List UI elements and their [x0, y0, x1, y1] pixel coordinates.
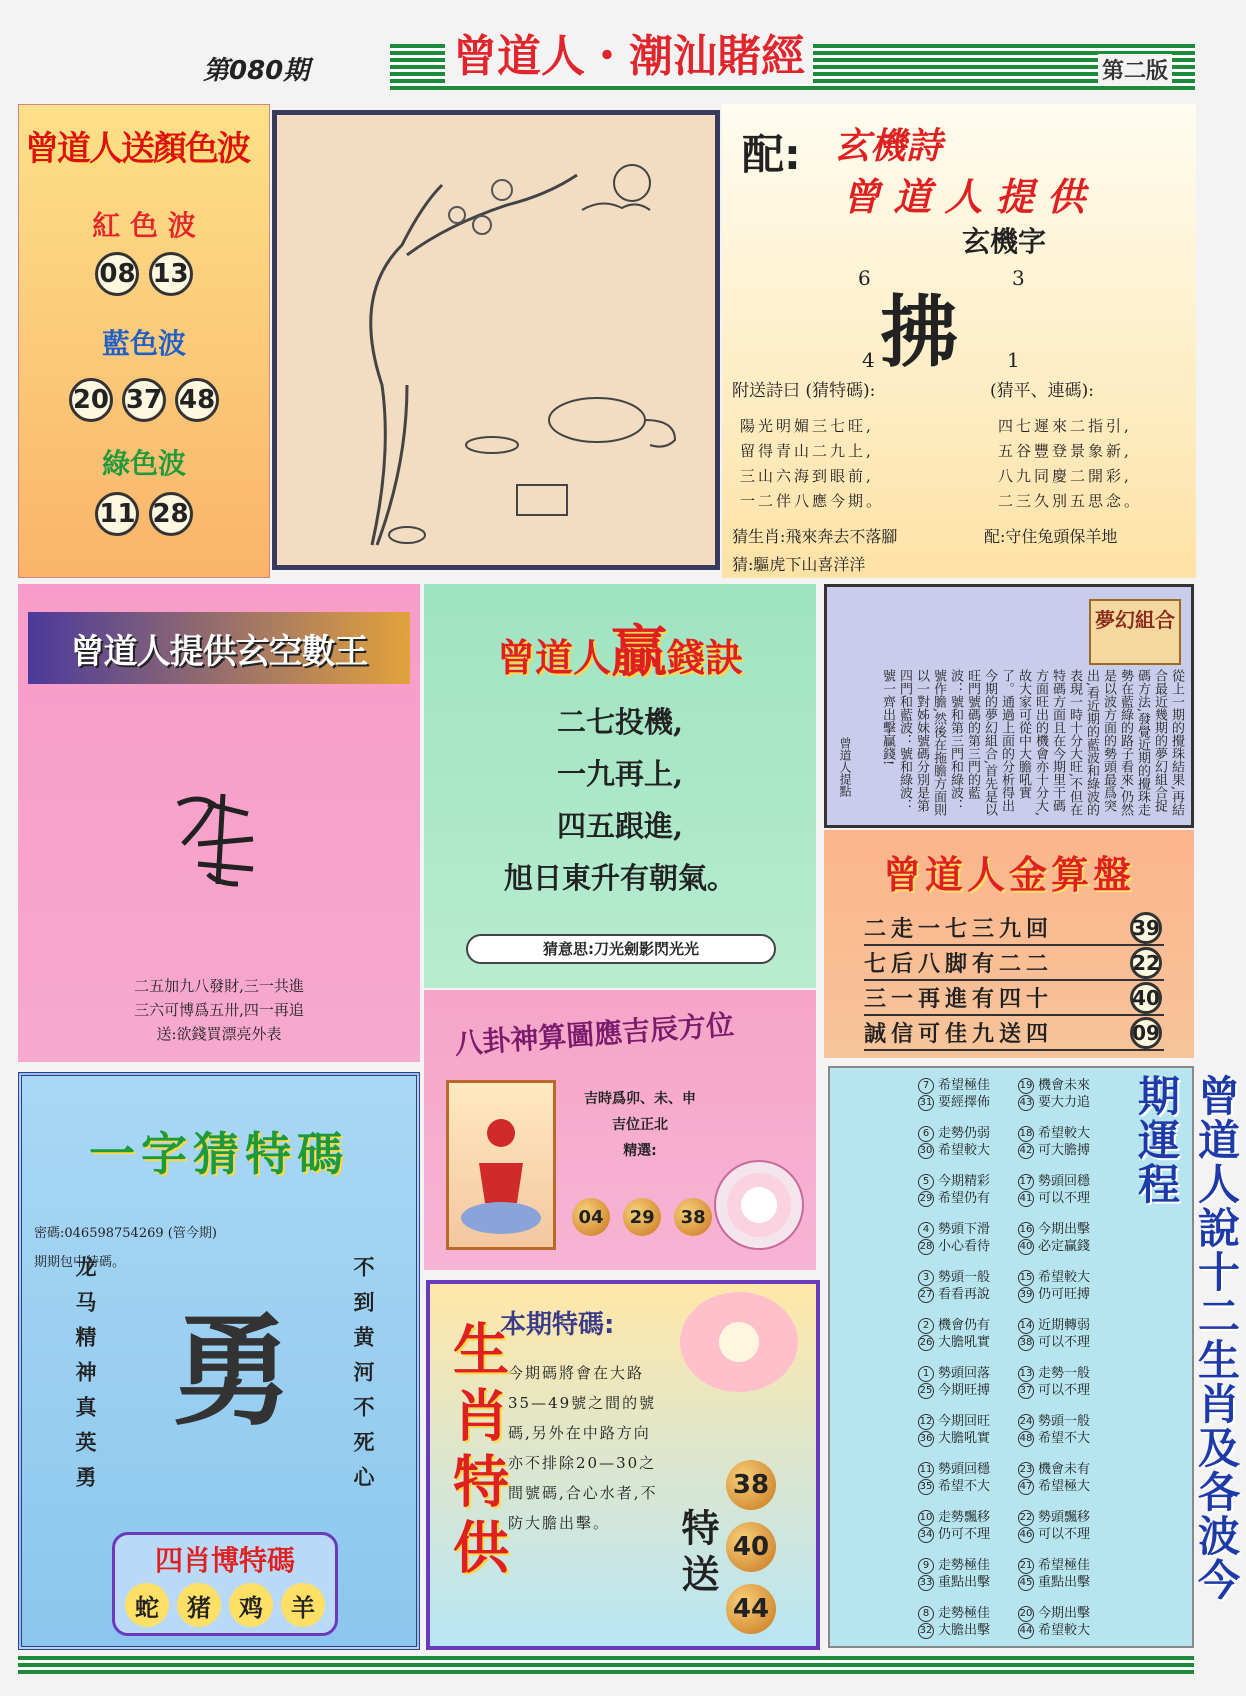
xuankong-lines	[18, 974, 420, 1046]
zodiac-fortune: 走勢仍弱	[938, 1126, 991, 1141]
green-number: 11	[95, 492, 139, 536]
zodiac-fortune: 小心看待	[938, 1239, 991, 1254]
special-panel	[426, 1280, 820, 1650]
zodiac-fortune: 希望極大	[1038, 1479, 1091, 1494]
zodiac-number: 20	[1018, 1606, 1034, 1622]
flower-icon	[680, 1292, 798, 1392]
zodiac-fortune: 重點出擊	[938, 1575, 991, 1590]
abacus-row-text: 誠信可佳九送四	[864, 1022, 1054, 1047]
zodiac-circle: 猪	[177, 1583, 221, 1627]
zodiac-number: 46	[1018, 1527, 1034, 1543]
zodiac-row	[918, 1406, 1018, 1454]
zodiac-number: 35	[918, 1479, 934, 1495]
special-numbers	[722, 1460, 780, 1634]
zodiac-number: 11	[918, 1462, 934, 1478]
dream-badge: 夢幻組合	[1089, 599, 1181, 665]
zodiac-number: 14	[1018, 1318, 1034, 1334]
special-send: 特送	[675, 1508, 719, 1600]
win-tips-title-c: 錢訣	[667, 636, 744, 680]
color-wave-panel	[18, 104, 270, 578]
corner-number: 6	[858, 266, 871, 290]
zodiac-row	[918, 1502, 1018, 1550]
zodiac-number: 15	[1018, 1270, 1034, 1286]
zodiac-number: 30	[918, 1143, 934, 1159]
corner-number: 3	[1012, 266, 1025, 290]
note-line: 期期包中特碼。	[34, 1255, 126, 1270]
guess-line: 猜:驅虎下山喜洋洋	[732, 555, 866, 574]
zodiac-fortune: 希望較大	[1038, 1270, 1091, 1285]
dream-panel	[824, 584, 1194, 828]
zodiac-number: 26	[918, 1335, 934, 1351]
zodiac-row	[1018, 1550, 1118, 1598]
one-char-character: 勇	[172, 1301, 292, 1442]
zodiac-row	[1018, 1598, 1118, 1646]
zodiac-circle: 羊	[281, 1583, 325, 1627]
abacus-row	[864, 911, 1164, 946]
zodiac-row	[1018, 1262, 1118, 1310]
zodiac-row	[918, 1166, 1018, 1214]
zodiac-fortune: 希望較大	[1038, 1126, 1091, 1141]
zodiac-row	[918, 1358, 1018, 1406]
green-number: 28	[149, 492, 193, 536]
zodiac-number: 37	[1018, 1383, 1034, 1399]
zodiac-row	[918, 1550, 1018, 1598]
zodiac-number: 7	[918, 1078, 934, 1094]
xuankong-line: 送:欲錢買漂亮外表	[156, 1025, 282, 1043]
zodiac-fortune: 走勢飄移	[938, 1510, 991, 1525]
zodiac-number: 19	[1018, 1078, 1034, 1094]
zodiac-number: 36	[918, 1431, 934, 1447]
color-wave-title: 曾道人送顏色波	[25, 129, 249, 169]
zodiac-number: 24	[1018, 1414, 1034, 1430]
zodiac-fortune: 希望不大	[1038, 1431, 1091, 1446]
one-char-panel	[18, 1072, 420, 1650]
poem-line: 二三久別五思念。	[998, 492, 1143, 510]
right-vertical-text: 不到黄河不死心	[351, 1256, 376, 1501]
pei-label: 配:	[742, 130, 801, 179]
zodiac-fortune: 仍可旺搏	[1038, 1287, 1091, 1302]
poem-line: 五谷豐登景象新,	[998, 442, 1132, 460]
red-wave-numbers	[19, 252, 269, 296]
zodiac-row	[1018, 1454, 1118, 1502]
four-zodiac-title: 四肖博特碼	[154, 1544, 295, 1577]
zodiac-cols	[918, 1070, 1118, 1646]
zodiac-left-column	[918, 1070, 1018, 1646]
red-number: 13	[149, 252, 193, 296]
zodiac-number: 42	[1018, 1143, 1034, 1159]
win-tip-line: 四五跟進,	[556, 809, 684, 843]
zodiac-fortune: 可以不理	[1038, 1527, 1091, 1542]
zodiac-row	[1018, 1310, 1118, 1358]
special-side-title: 生肖特供	[444, 1320, 509, 1584]
special-number: 38	[726, 1460, 776, 1510]
zodiac-fortune: 勢頭飄移	[1038, 1510, 1091, 1525]
zodiac-fortune: 可以不理	[1038, 1383, 1091, 1398]
xuankong-title: 曾道人提供玄空數王	[70, 631, 368, 672]
zodiac-number: 47	[1018, 1479, 1034, 1495]
abacus-panel	[824, 830, 1194, 1058]
zodiac-number: 48	[1018, 1431, 1034, 1447]
zodiac-fortune: 大膽出擊	[938, 1623, 991, 1638]
zodiac-fortune: 走勢一般	[1038, 1366, 1091, 1381]
bagua-number: 29	[623, 1198, 661, 1236]
poem-left-heading: 附送詩曰 (猜特碼):	[732, 381, 876, 401]
red-number: 08	[95, 252, 139, 296]
zodiac-fortune: 機會未有	[1038, 1462, 1091, 1477]
abacus-row	[864, 981, 1164, 1016]
poem-line: 八九同慶二開彩,	[998, 467, 1132, 485]
dream-text: 從上一期的攪珠結果,再結合最近幾期的夢幻組合捉碼方法,發覺近期的攪珠走勢在藍綠的路子看來,仍然是以波方面的勢頭最爲突出,看近期的藍波和綠波的表現一時十分大旺,不但在特碼方面且在今期里干碼方面旺出的機會亦十分大,故大家可從中大膽吼實了。通過上面的分析得出今期的夢幻組合,首先是以旺門號碼的第三門的藍波：號和第三門和綠波：號作膽,然後在拖膽方面則以一對姊妹號碼分別是第四門和藍波：號和綠波：號一齊出擊贏錢!	[880, 669, 1184, 817]
win-tips-panel	[424, 584, 816, 988]
xuanji-poem-title: 玄機詩	[834, 126, 943, 167]
zodiac-number: 22	[1018, 1510, 1034, 1526]
xuanji-char-label: 玄機字	[962, 225, 1047, 258]
blue-number: 20	[69, 378, 113, 422]
zodiac-fortune: 希望較大	[1038, 1623, 1091, 1638]
zodiac-fortune: 可以不理	[1038, 1335, 1091, 1350]
blue-wave-numbers	[19, 378, 269, 422]
abacus-row-number: 09	[1130, 1017, 1162, 1049]
zodiac-fortune: 機會未來	[1038, 1078, 1091, 1093]
zodiac-row	[918, 1598, 1018, 1646]
win-tip-line: 旭日東升有朝氣。	[503, 861, 736, 895]
green-wave-label: 綠色波	[101, 447, 186, 480]
special-text: 今期碼將會在大路35—49號之間的號碼,另外在中路方向亦不排除20—30之間號碼,合心水者,不防大膽出擊。	[508, 1364, 658, 1532]
zodiac-fortune: 勢頭回穩	[1038, 1174, 1091, 1189]
zodiac-fortune: 大膽吼實	[938, 1335, 991, 1350]
zodiac-number: 4	[918, 1222, 934, 1238]
xuankong-title-bar	[28, 612, 410, 684]
pick-label: 精選:	[623, 1143, 657, 1159]
poem-line: 三山六海到眼前,	[740, 467, 874, 485]
zodiac-number: 23	[1018, 1462, 1034, 1478]
edition-label: 第二版	[1098, 54, 1172, 85]
zodiac-row	[1018, 1118, 1118, 1166]
zodiac-fortune: 今期旺搏	[938, 1383, 991, 1398]
abacus-row-text: 七后八脚有二二	[864, 952, 1054, 977]
zodiac-fortune: 必定贏錢	[1038, 1239, 1091, 1254]
corner-number: 4	[862, 348, 875, 372]
zodiac-fortune: 近期轉弱	[1038, 1318, 1091, 1333]
zodiac-row	[1018, 1070, 1118, 1118]
poem-line: 一二伴八應今期。	[740, 492, 885, 510]
zodiac-fortune: 今期精彩	[938, 1174, 991, 1189]
zodiac-number: 31	[918, 1095, 934, 1111]
provider-line: 曾 道 人 提 供	[842, 175, 1085, 219]
zodiac-number: 2	[918, 1318, 934, 1334]
zodiac-fortune: 機會仍有	[938, 1318, 991, 1333]
abacus-row	[864, 946, 1164, 981]
zodiac-fortune: 重點出擊	[1038, 1575, 1091, 1590]
poem-panel	[722, 104, 1196, 578]
zodiac-fortune: 希望不大	[938, 1479, 991, 1494]
zodiac-fortune: 走勢極佳	[938, 1606, 991, 1621]
xuankong-panel	[18, 584, 420, 1062]
zodiac-number: 17	[1018, 1174, 1034, 1190]
zodiac-number: 16	[1018, 1222, 1034, 1238]
poem-right-lines	[998, 414, 1142, 514]
poem-line: 陽光明媚三七旺,	[740, 417, 874, 435]
zodiac-fortune: 要大力追	[1038, 1095, 1091, 1110]
zodiac-circle: 鸡	[229, 1583, 273, 1627]
bagua-number: 38	[674, 1198, 712, 1236]
bagua-number: 04	[572, 1198, 610, 1236]
zodiac-number: 10	[918, 1510, 934, 1526]
zodiac-number: 13	[1018, 1366, 1034, 1382]
zodiac-number: 3	[918, 1270, 934, 1286]
tree-rat-illustration	[277, 115, 715, 565]
win-tips-lines	[424, 696, 816, 904]
dream-signature: 曾道人提點	[838, 737, 852, 797]
zodiac-number: 1	[918, 1366, 934, 1382]
zodiac-number: 41	[1018, 1191, 1034, 1207]
zodiac-fortune: 勢頭下滑	[938, 1222, 991, 1237]
issue-number: 第080期	[203, 56, 310, 86]
blue-number: 48	[175, 378, 219, 422]
guess-zodiac: 猜生肖:飛來奔去不落腳	[732, 527, 898, 546]
zodiac-number: 12	[918, 1414, 934, 1430]
zodiac-number: 8	[918, 1606, 934, 1622]
zodiac-fortune: 可大膽搏	[1038, 1143, 1091, 1158]
zodiac-fortune: 今期出擊	[1038, 1222, 1091, 1237]
xuankong-line: 三六可博爲五卅,四一再追	[134, 1001, 304, 1019]
zodiac-number: 38	[1018, 1335, 1034, 1351]
zodiac-number: 29	[918, 1191, 934, 1207]
blue-wave-label: 藍色波	[101, 327, 186, 360]
zodiac-row	[918, 1310, 1018, 1358]
zodiac-row	[918, 1262, 1018, 1310]
zodiac-row	[1018, 1358, 1118, 1406]
win-tips-title-a: 曾道人	[496, 636, 611, 680]
zodiac-row	[1018, 1166, 1118, 1214]
zodiac-number: 9	[918, 1558, 934, 1574]
win-tips-title-b: 贏	[611, 620, 667, 685]
zodiac-fortune: 今期回旺	[938, 1414, 991, 1429]
abacus-row	[864, 1016, 1164, 1051]
bagua-numbers	[568, 1198, 716, 1236]
win-tips-guess: 猜意思:刀光劍影閃光光	[466, 934, 776, 964]
zodiac-fortune: 走勢極佳	[938, 1558, 991, 1573]
header-title: 曾道人・潮汕賭經	[445, 20, 813, 84]
zodiac-number: 21	[1018, 1558, 1034, 1574]
zodiac-number: 27	[918, 1287, 934, 1303]
abacus-row-text: 三一再進有四十	[864, 987, 1054, 1012]
zodiac-number: 39	[1018, 1287, 1034, 1303]
zodiac-fortune: 勢頭一般	[938, 1270, 991, 1285]
code-line: 密碼:046598754269 (管今期)	[34, 1226, 217, 1241]
poem-line: 四七遲來二指引,	[998, 417, 1132, 435]
corner-number: 1	[1007, 348, 1020, 372]
one-char-title: 一字猜特碼	[89, 1127, 349, 1181]
poem-left-lines	[740, 414, 884, 514]
footer-stripes	[18, 1656, 1194, 1674]
poem-right-heading: (猜平、連碼):	[990, 381, 1094, 401]
zodiac-fortune: 希望極佳	[1038, 1558, 1091, 1573]
special-number: 40	[726, 1522, 776, 1572]
zodiac-fortune: 勢頭回落	[938, 1366, 991, 1381]
poem-line: 留得青山二九上,	[740, 442, 874, 460]
zodiac-row	[918, 1118, 1018, 1166]
zodiac-fortune: 勢頭一般	[1038, 1414, 1091, 1429]
zodiac-fortune: 勢頭回穩	[938, 1462, 991, 1477]
zodiac-number: 34	[918, 1527, 934, 1543]
zodiac-fortune: 今期出擊	[1038, 1606, 1091, 1621]
zodiac-fortune: 希望較大	[938, 1143, 991, 1158]
zodiac-number: 33	[918, 1575, 934, 1591]
lucky-direction: 吉位正北	[612, 1117, 668, 1133]
zodiac-row	[1018, 1406, 1118, 1454]
zodiac-fortune: 要經擇佈	[938, 1095, 991, 1110]
zodiac-number: 25	[918, 1383, 934, 1399]
zodiac-number: 44	[1018, 1623, 1034, 1639]
four-zodiac-list	[115, 1583, 335, 1627]
zodiac-fortune: 大膽吼實	[938, 1431, 991, 1446]
zodiac-fortune: 希望極佳	[938, 1078, 991, 1093]
zodiac-number: 18	[1018, 1126, 1034, 1142]
zodiac-row	[1018, 1502, 1118, 1550]
win-tip-line: 二七投機,	[556, 705, 684, 739]
bagua-info-box	[560, 1086, 720, 1164]
match-line: 配:守住兔頭保羊地	[984, 527, 1118, 546]
zodiac-number: 43	[1018, 1095, 1034, 1111]
special-number: 44	[726, 1584, 776, 1634]
abacus-row-number: 39	[1130, 912, 1162, 944]
warrior-icon	[446, 1080, 556, 1250]
zodiac-row	[918, 1070, 1018, 1118]
xuankong-line: 二五加九八發財,三一共進	[134, 977, 304, 995]
zodiac-fortune: 看看再說	[938, 1287, 991, 1302]
calligraphy-glyph	[168, 784, 268, 894]
zodiac-number: 45	[1018, 1575, 1034, 1591]
four-zodiac-box	[112, 1532, 338, 1636]
lucky-time: 吉時爲卯、未、申	[584, 1091, 696, 1107]
zodiac-right-column	[1018, 1070, 1118, 1646]
blue-number: 37	[122, 378, 166, 422]
bagua-wheel-icon	[714, 1160, 804, 1250]
zodiac-number: 6	[918, 1126, 934, 1142]
abacus-rows	[864, 911, 1164, 1051]
abacus-row-number: 22	[1130, 947, 1162, 979]
zodiac-number: 5	[918, 1174, 934, 1190]
zodiac-row	[1018, 1214, 1118, 1262]
zodiac-title: 曾道人說十二生肖及各波今期運程	[1132, 1074, 1241, 1602]
abacus-row-text: 二走一七三九回	[864, 917, 1054, 942]
special-heading: 本期特碼:	[500, 1310, 615, 1340]
abacus-title: 曾道人金算盤	[882, 853, 1135, 897]
mystery-character: 拂	[880, 287, 959, 378]
red-wave-label: 紅 色 波	[92, 209, 196, 242]
zodiac-panel	[828, 1066, 1241, 1648]
zodiac-circle: 蛇	[125, 1583, 169, 1627]
zodiac-fortune: 仍可不理	[938, 1527, 991, 1542]
green-wave-numbers	[19, 492, 269, 536]
zodiac-fortune: 可以不理	[1038, 1191, 1091, 1206]
zodiac-number: 28	[918, 1239, 934, 1255]
zodiac-number: 40	[1018, 1239, 1034, 1255]
zodiac-row	[918, 1454, 1018, 1502]
win-tip-line: 一九再上,	[556, 757, 684, 791]
zodiac-fortune: 希望仍有	[938, 1191, 991, 1206]
win-tips-title	[440, 608, 800, 688]
left-vertical-text: 龙马精神真英勇	[73, 1256, 98, 1501]
illustration-panel	[272, 110, 720, 570]
abacus-row-number: 40	[1130, 982, 1162, 1014]
bagua-title: 八卦神算圖應吉辰方位	[453, 1008, 736, 1061]
bagua-panel	[424, 990, 816, 1270]
zodiac-row	[918, 1214, 1018, 1262]
zodiac-number: 32	[918, 1623, 934, 1639]
